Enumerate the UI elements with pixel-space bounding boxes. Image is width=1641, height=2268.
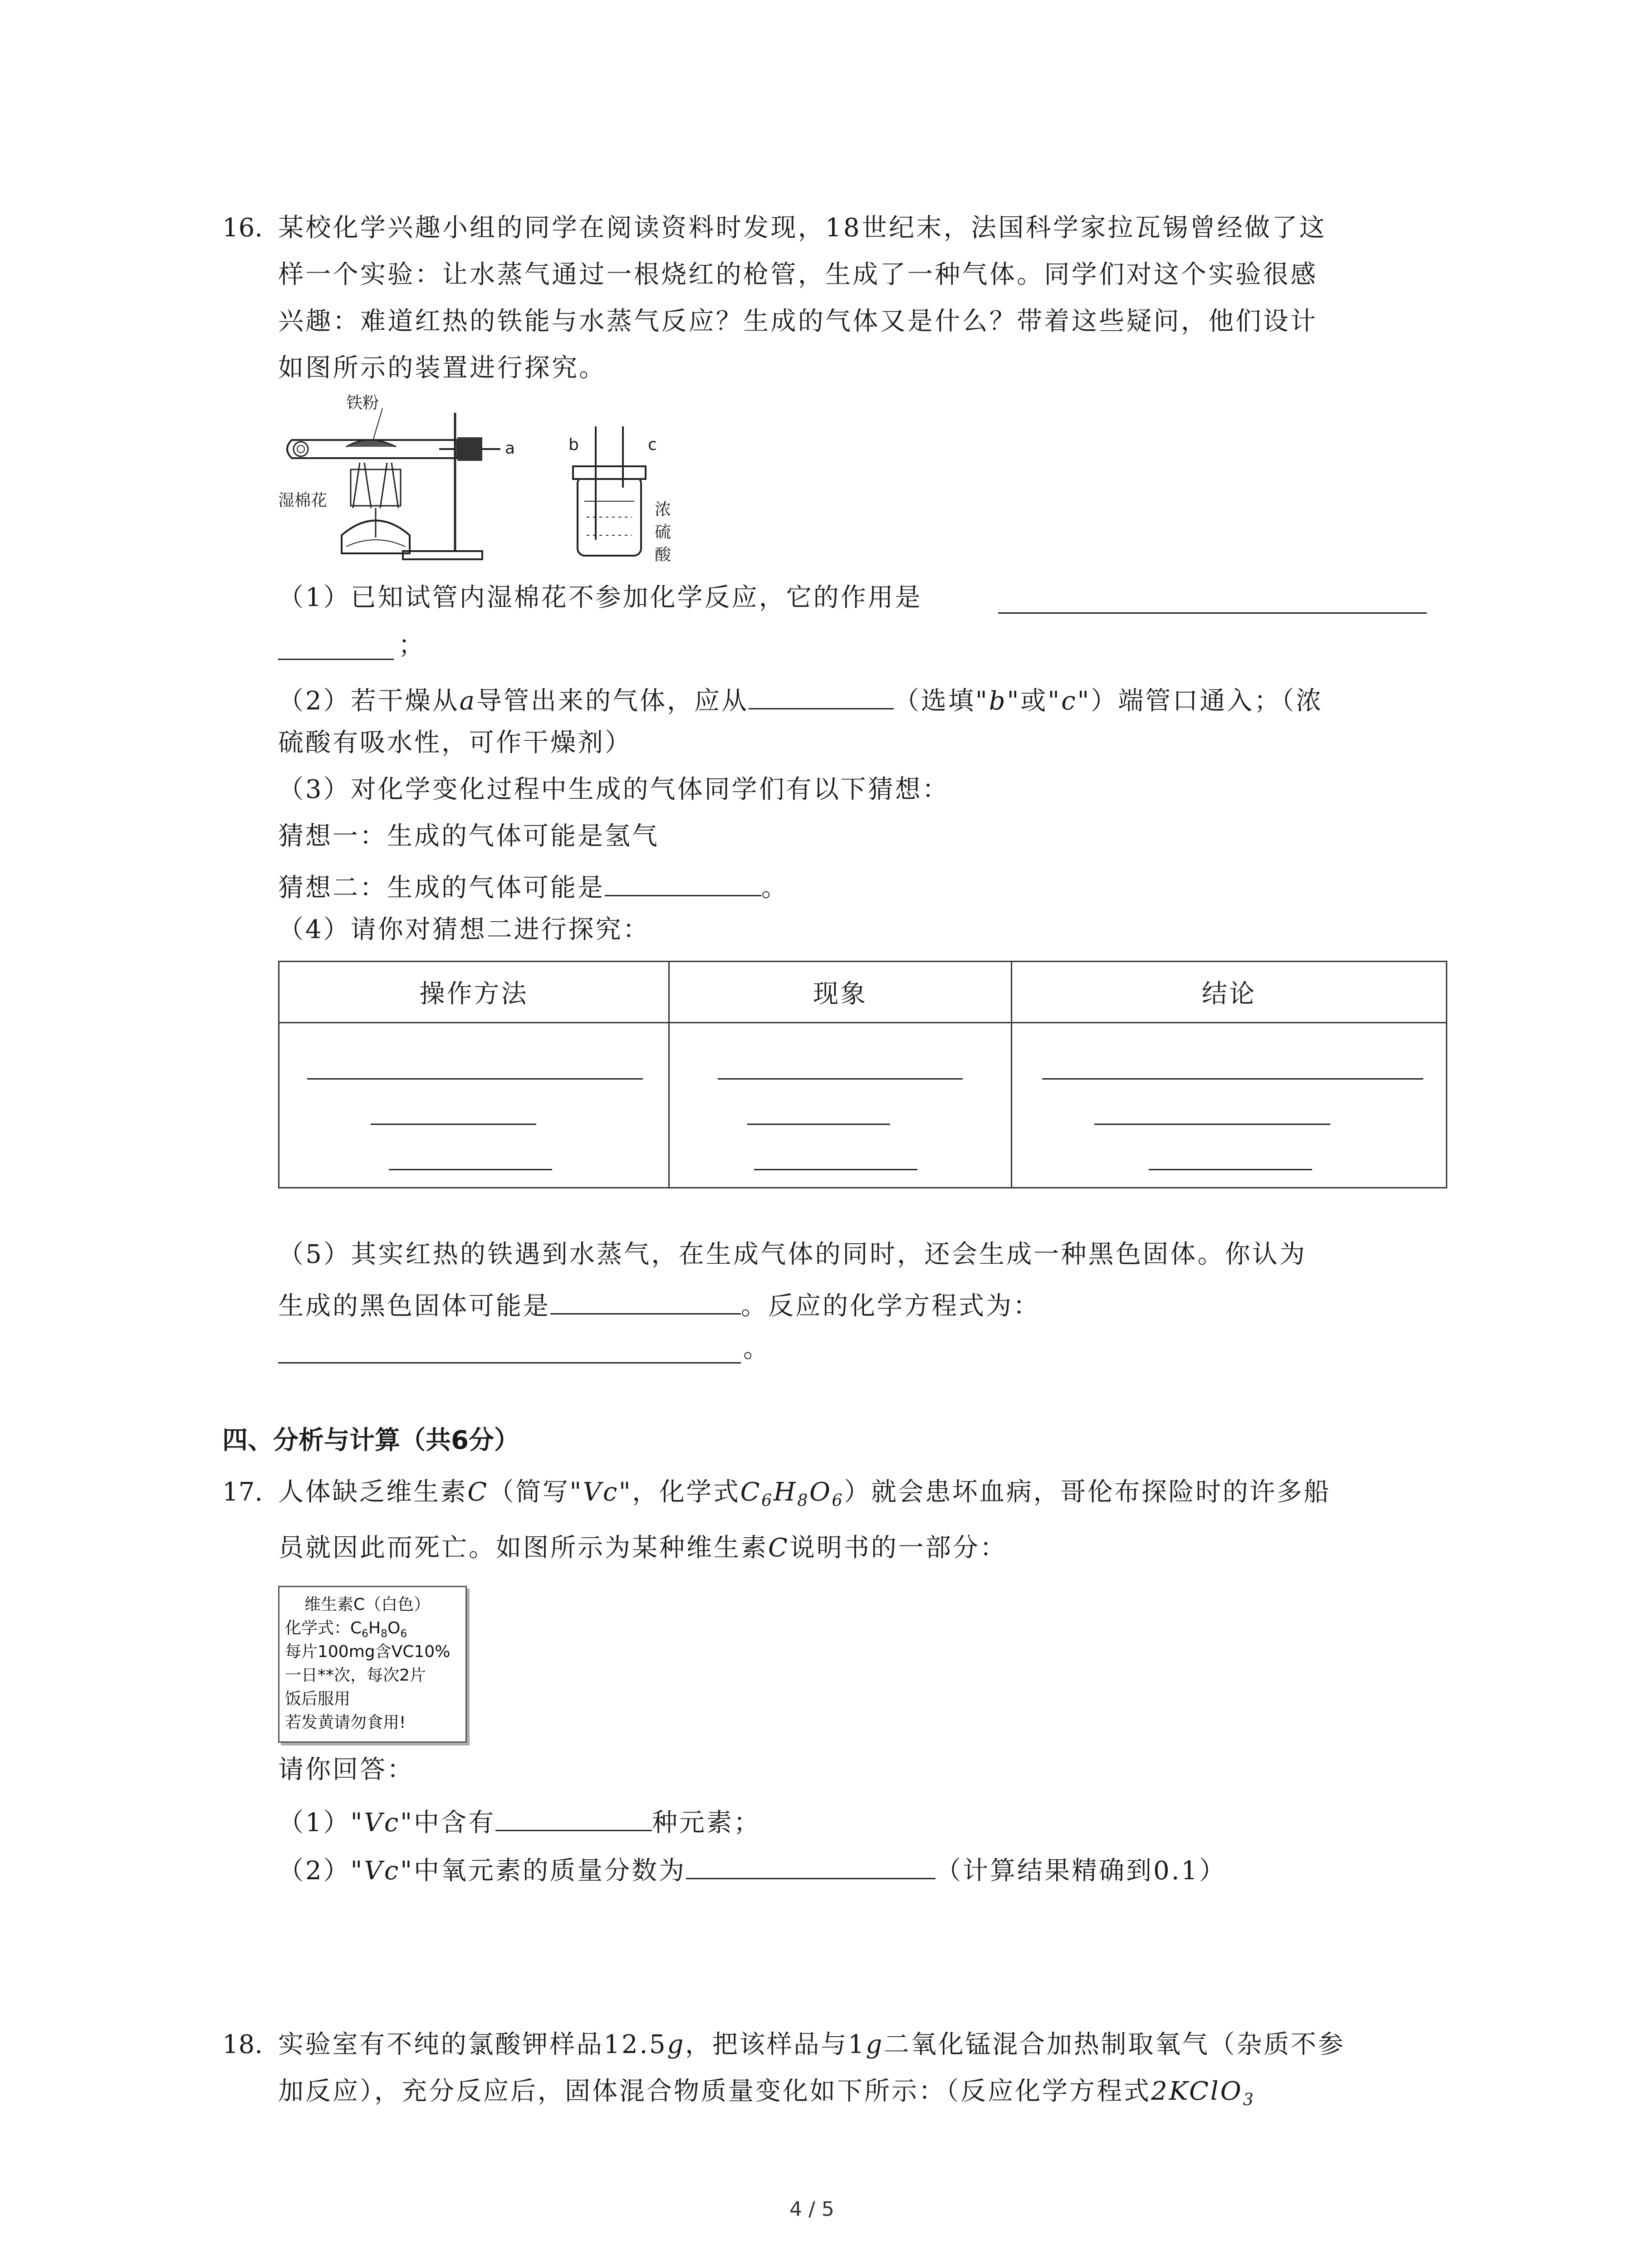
q16-line-1: 某校化学兴趣小组的同学在阅读资料时发现，18世纪末，法国科学家拉瓦锡曾经做了这 bbox=[278, 213, 1327, 243]
q17-sub1-c: 种元素； bbox=[652, 1808, 761, 1838]
q18-number: 18. bbox=[222, 2030, 263, 2059]
q16-part1-end: ； bbox=[398, 631, 424, 660]
q18-line1-c: 二氧化锰混合加热制取氧气（杂质不参 bbox=[884, 2030, 1345, 2059]
method-blank-2[interactable] bbox=[371, 1124, 536, 1125]
q16-part2-blank[interactable] bbox=[749, 684, 894, 709]
q18-line-2 bbox=[278, 2079, 1255, 2108]
section-4-title: 四、分析与计算（共6分） bbox=[222, 1426, 519, 1455]
method-blank-3[interactable] bbox=[389, 1169, 552, 1170]
q17-sub1-blank[interactable] bbox=[495, 1805, 652, 1831]
q17-sub1-vc: Vc bbox=[364, 1808, 401, 1838]
q16-part5-blank-2[interactable] bbox=[278, 1362, 741, 1364]
table-header-conclusion: 结论 bbox=[1012, 962, 1447, 1023]
q18-g2: g bbox=[866, 2030, 884, 2059]
q17-sub2-a: （2）" bbox=[278, 1856, 364, 1886]
phenomenon-blank-1[interactable] bbox=[718, 1078, 963, 1080]
q16-part5-blank-1[interactable] bbox=[550, 1289, 741, 1315]
q16-guess2-end: 。 bbox=[761, 873, 789, 903]
table-cell-phenomenon bbox=[669, 1023, 1012, 1188]
apparatus-diagram bbox=[278, 390, 696, 572]
q17-line1-d: ）就会患坏血病，哥伦布探险时的许多船 bbox=[844, 1477, 1331, 1507]
q17-line-2 bbox=[278, 1535, 1007, 1561]
conclusion-blank-3[interactable] bbox=[1149, 1169, 1312, 1170]
q17-sub-1 bbox=[278, 1805, 761, 1836]
label-line-3: 一日**次，每次2片 bbox=[285, 1666, 426, 1685]
q16-guess2-text: 猜想二：生成的气体可能是 bbox=[278, 873, 605, 903]
label-acid-1: 浓 bbox=[655, 500, 671, 519]
q16-part2-italic-c: c bbox=[1061, 686, 1078, 716]
table-header-phenomenon: 现象 bbox=[669, 962, 1012, 1023]
table-cell-method bbox=[279, 1023, 669, 1188]
label-iron-powder: 铁粉 bbox=[346, 394, 379, 412]
q16-part5-line1: （5）其实红热的铁遇到水蒸气，在生成气体的同时，还会生成一种黑色固体。你认为 bbox=[278, 1240, 1307, 1269]
q17-sub2-c: （计算结果精确到0.1） bbox=[935, 1856, 1227, 1886]
label-a: a bbox=[505, 439, 515, 458]
q17-sub1-b: "中含有 bbox=[400, 1808, 495, 1838]
q16-part2-line2: 硫酸有吸水性，可作干燥剂） bbox=[278, 728, 632, 758]
q16-line-4: 如图所示的装置进行探究。 bbox=[278, 353, 607, 383]
q18-line1-b: ，把该样品与1 bbox=[685, 2030, 866, 2059]
apparatus-drawing bbox=[278, 390, 696, 572]
q17-answer-prompt: 请你回答： bbox=[278, 1755, 414, 1784]
experiment-table bbox=[278, 961, 1447, 1188]
q16-part2-line1 bbox=[278, 684, 1323, 714]
q16-part2-a2: 导管出来的气体，应从 bbox=[476, 686, 749, 716]
q17-line1-b: （简写" bbox=[488, 1477, 583, 1507]
q18-line1-a: 实验室有不纯的氯酸钾样品12.5 bbox=[278, 2030, 667, 2059]
q17-line-1 bbox=[278, 1477, 1331, 1510]
method-blank-1[interactable] bbox=[307, 1078, 643, 1080]
q17-sub2-blank[interactable] bbox=[686, 1853, 936, 1879]
q16-part4: （4）请你对猜想二进行探究： bbox=[278, 915, 650, 944]
label-formula: 化学式：$C_6H_8O_6$ bbox=[285, 1619, 407, 1640]
q17-line1-a: 人体缺乏维生素 bbox=[278, 1477, 468, 1507]
q16-part2-italic-b: b bbox=[989, 686, 1007, 716]
vitamin-c-label bbox=[278, 1586, 467, 1743]
table-cell-conclusion bbox=[1012, 1023, 1447, 1188]
q16-part2-a3: （选填" bbox=[894, 686, 989, 716]
label-acid-2: 硫 bbox=[655, 523, 671, 542]
q16-guess2-blank[interactable] bbox=[605, 870, 761, 896]
q16-number: 16. bbox=[222, 213, 263, 243]
q16-part5-end: 。 bbox=[743, 1334, 769, 1364]
label-c: c bbox=[648, 435, 657, 454]
label-line-5: 若发黄请勿食用! bbox=[285, 1713, 406, 1732]
conclusion-blank-2[interactable] bbox=[1094, 1124, 1330, 1125]
q16-guess1: 猜想一：生成的气体可能是氢气 bbox=[278, 821, 659, 851]
q17-sub2-b: "中氧元素的质量分数为 bbox=[400, 1856, 686, 1886]
q18-equation: 2KClO$_3$ bbox=[1151, 2077, 1255, 2110]
q17-formula: $C_6H_8O_6$ bbox=[740, 1477, 844, 1510]
q16-guess2 bbox=[278, 870, 789, 901]
q18-g1: g bbox=[667, 2030, 686, 2059]
q16-part1-blank-2[interactable] bbox=[278, 659, 394, 660]
q16-part5-line2 bbox=[278, 1289, 1040, 1319]
phenomenon-blank-2[interactable] bbox=[747, 1124, 890, 1125]
label-wet-cotton: 湿棉花 bbox=[278, 491, 328, 510]
q16-part1-text: （1）已知试管内湿棉花不参加化学反应，它的作用是 bbox=[278, 583, 922, 612]
label-acid-3: 酸 bbox=[655, 546, 671, 564]
q17-sub1-a: （1）" bbox=[278, 1808, 364, 1838]
conclusion-blank-1[interactable] bbox=[1042, 1078, 1423, 1080]
q17-number: 17. bbox=[222, 1477, 263, 1507]
q16-part2-a4: "）端管口通入；（浓 bbox=[1077, 686, 1323, 716]
table-header-method: 操作方法 bbox=[279, 962, 669, 1023]
q17-sub-2 bbox=[278, 1853, 1226, 1884]
q17-line1-c: "，化学式 bbox=[618, 1477, 740, 1507]
q16-part2-or: "或" bbox=[1007, 686, 1062, 716]
q18-line-1 bbox=[278, 2032, 1345, 2058]
page-number: 4 / 5 bbox=[789, 2198, 834, 2221]
q18-line2-a: 加反应），充分反应后，固体混合物质量变化如下所示：（反应化学方程式 bbox=[278, 2077, 1151, 2106]
q16-part1-blank-1[interactable] bbox=[998, 612, 1427, 614]
q16-part5-text-b: 。反应的化学方程式为： bbox=[741, 1291, 1040, 1321]
q16-part3: （3）对化学变化过程中生成的气体同学们有以下猜想： bbox=[278, 775, 950, 804]
q17-c-italic-2: C bbox=[768, 1533, 789, 1563]
q17-line2-b: 说明书的一部分： bbox=[789, 1533, 1007, 1563]
q17-sub2-vc: Vc bbox=[364, 1856, 401, 1886]
label-b: b bbox=[568, 435, 579, 454]
label-line-4: 饭后服用 bbox=[285, 1690, 351, 1708]
q17-c-italic: C bbox=[467, 1477, 489, 1507]
label-title: 维生素C（白色） bbox=[304, 1595, 431, 1614]
q17-vc: Vc bbox=[583, 1477, 619, 1507]
q16-line-3: 兴趣：难道红热的铁能与水蒸气反应？生成的气体又是什么？带着这些疑问，他们设计 bbox=[278, 307, 1318, 336]
label-line-2: 每片100mg含VC10% bbox=[285, 1642, 451, 1661]
q17-line2-a: 员就因此而死亡。如图所示为某种维生素 bbox=[278, 1533, 768, 1563]
q16-part5-text-a: 生成的黑色固体可能是 bbox=[278, 1291, 550, 1321]
q16-part2-a1: （2）若干燥从 bbox=[278, 686, 460, 716]
q16-line-2: 样一个实验：让水蒸气通过一根烧红的枪管，生成了一种气体。同学们对这个实验很感 bbox=[278, 260, 1318, 289]
phenomenon-blank-3[interactable] bbox=[754, 1169, 917, 1170]
q16-part2-italic-a: a bbox=[459, 686, 477, 716]
